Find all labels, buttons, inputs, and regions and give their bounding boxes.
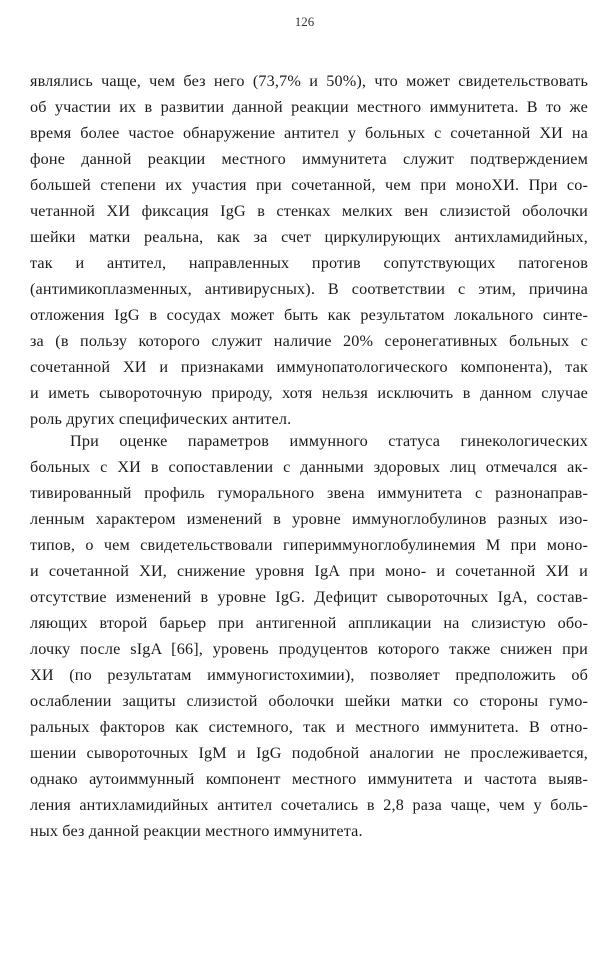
text-line: и сочетанной ХИ, снижение уровня IgA при моно- и сочетанной ХИ и [30, 562, 588, 580]
text-line: ляющих второй барьер при антигенной аппликации на слизистую обо- [30, 614, 588, 632]
text-line: ленным характером изменений в уровне иммуноглобулинов разных изо- [30, 510, 588, 528]
paragraph-2 [30, 428, 588, 844]
text-line: отложения IgG в сосудах может быть как результатом локального синте- [30, 306, 588, 324]
text-line: сочетанной ХИ и признаками иммунопатологического компонента), так [30, 358, 588, 376]
text-line: об участии их в развитии данной реакции местного иммунитета. В то же [30, 98, 588, 116]
text-line: и иметь сывороточную природу, хотя нельзя исключить в данном случае [30, 384, 588, 402]
page-number: 126 [294, 14, 315, 29]
text-line: ных без данной реакции местного иммунитета. [30, 822, 363, 840]
text-line: являлись чаще, чем без него (73,7% и 50%), что может свидетельствовать [30, 72, 588, 90]
text-line: (антимикоплазменных, антивирусных). В соответствии с этим, причина [30, 280, 588, 298]
text-line: время более частое обнаружение антител у больных с сочетанной ХИ на [30, 124, 588, 142]
text-line: отсутствие изменений в уровне IgG. Дефицит сывороточных IgA, состав- [30, 588, 588, 606]
text-line: так и антител, направленных против сопутствующих патогенов [30, 254, 588, 272]
paragraph-1 [30, 68, 588, 432]
text-line: фоне данной реакции местного иммунитета служит подтверждением [30, 150, 588, 168]
text-line: лочку после sIgA [66], уровень продуцентов которого также снижен при [30, 640, 588, 658]
text-line: ХИ (по результатам иммуногистохимии), позволяет предположить об [30, 666, 588, 684]
text-line: шейки матки реальна, как за счет циркулирующих антихламидийных, [30, 228, 588, 246]
text-line: шении сывороточных IgM и IgG подобной аналогии не прослеживается, [30, 744, 588, 762]
text-line: больных с ХИ в сопоставлении с данными здоровых лиц отмечался ак- [30, 458, 588, 476]
text-line: тивированный профиль гуморального звена иммунитета с разнонаправ- [30, 484, 588, 502]
text-line: При оценке параметров иммунного статуса гинекологических [70, 432, 588, 450]
text-line: роль других специфических антител. [30, 410, 292, 428]
text-line: однако аутоиммунный компонент местного иммунитета и частота выяв- [30, 770, 588, 788]
text-line: типов, о чем свидетельствовали гипериммуноглобулинемия М при моно- [30, 536, 588, 554]
text-line: ослаблении защиты слизистой оболочки шейки матки со стороны гумо- [30, 692, 588, 710]
text-line: за (в пользу которого служит наличие 20% серонегативных больных с [30, 332, 588, 350]
text-line: ральных факторов как системного, так и местного иммунитета. В отно- [30, 718, 588, 736]
text-line: большей степени их участия при сочетанной, чем при моноХИ. При со- [30, 176, 588, 194]
text-line: четанной ХИ фиксация IgG в стенках мелких вен слизистой оболочки [30, 202, 588, 220]
text-line: ления антихламидийных антител сочетались в 2,8 раза чаще, чем у боль- [30, 796, 588, 814]
